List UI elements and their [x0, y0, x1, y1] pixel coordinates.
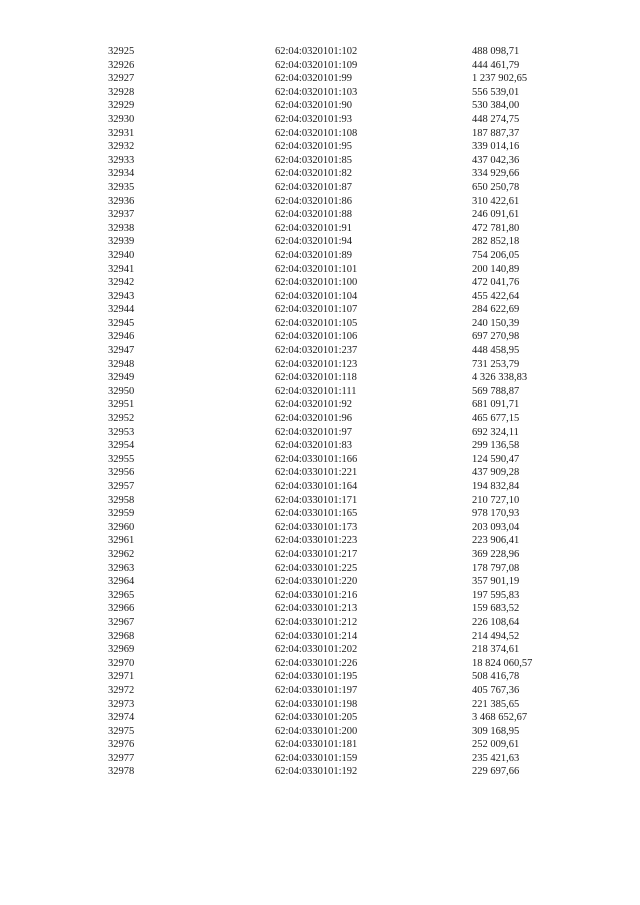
cadastral-number-cell: 62:04:0320101:102 [275, 46, 358, 57]
cadastral-number-cell: 62:04:0330101:164 [275, 481, 358, 492]
row-number-cell: 32966 [108, 603, 135, 615]
table-row [108, 657, 588, 671]
row-number-cell: 32961 [108, 535, 135, 547]
table-row [108, 589, 588, 603]
cadastral-value-cell: 488 098,71 [472, 46, 520, 57]
table-row [108, 412, 588, 426]
cadastral-value-cell: 334 929,66 [472, 168, 520, 180]
row-number-cell: 32960 [108, 521, 135, 533]
cadastral-number-cell: 62:04:0330101:192 [275, 766, 358, 778]
cadastral-value-table [108, 45, 588, 779]
cadastral-number-cell: 62:04:0320101:237 [275, 345, 358, 357]
cadastral-value-cell: 465 677,15 [472, 413, 520, 425]
cadastral-number-cell: 62:04:0320101:93 [275, 113, 353, 125]
cadastral-value-cell: 978 170,93 [472, 508, 520, 520]
cadastral-number-cell: 62:04:0320101:111 [275, 385, 357, 397]
table-row [108, 344, 588, 358]
row-number-cell: 32964 [108, 576, 135, 588]
table-row [108, 154, 588, 168]
table-row [108, 643, 588, 657]
cadastral-number-cell: 62:04:0320101:106 [275, 331, 358, 343]
cadastral-number-cell: 62:04:0320101:105 [275, 317, 358, 329]
table-row [108, 371, 588, 385]
cadastral-value-cell: 754 206,05 [472, 249, 520, 261]
table-row [108, 630, 588, 644]
cadastral-number-cell: 62:04:0320101:118 [275, 372, 357, 384]
cadastral-value-cell: 650 250,78 [472, 181, 520, 193]
cadastral-value-cell: 697 270,98 [472, 331, 520, 343]
row-number-cell: 32938 [108, 222, 135, 234]
table-row [108, 616, 588, 630]
cadastral-number-cell: 62:04:0330101:223 [275, 535, 358, 547]
cadastral-value-cell: 309 168,95 [472, 725, 520, 737]
table-row [108, 86, 588, 100]
cadastral-value-cell: 240 150,39 [472, 317, 520, 329]
cadastral-value-cell: 472 781,80 [472, 222, 520, 234]
table-row [108, 276, 588, 290]
cadastral-number-cell: 62:04:0320101:86 [275, 195, 353, 207]
row-number-cell: 32962 [108, 548, 135, 560]
table-row [108, 330, 588, 344]
cadastral-value-cell: 1 237 902,65 [472, 73, 528, 85]
row-number-cell: 32978 [108, 766, 135, 778]
cadastral-value-cell: 731 253,79 [472, 358, 520, 370]
cadastral-value-cell: 229 697,66 [472, 766, 520, 778]
cadastral-value-cell: 223 906,41 [472, 535, 520, 547]
table-row [108, 59, 588, 73]
cadastral-number-cell: 62:04:0320101:107 [275, 304, 358, 316]
cadastral-number-cell: 62:04:0320101:87 [275, 181, 353, 193]
cadastral-value-cell: 437 909,28 [472, 467, 520, 479]
cadastral-value-cell: 357 901,19 [472, 576, 520, 588]
cadastral-number-cell: 62:04:0330101:197 [275, 684, 358, 696]
table-row [108, 765, 588, 779]
cadastral-value-cell: 194 832,84 [472, 481, 520, 492]
cadastral-value-cell: 124 590,47 [472, 453, 520, 465]
row-number-cell: 32959 [108, 508, 135, 520]
row-number-cell: 32957 [108, 481, 135, 492]
row-number-cell: 32953 [108, 426, 135, 438]
cadastral-value-cell: 214 494,52 [472, 630, 520, 642]
row-number-cell: 32940 [108, 249, 135, 261]
table-row [108, 181, 588, 195]
table-row [108, 222, 588, 236]
table-row [108, 195, 588, 209]
cadastral-number-cell: 62:04:0330101:212 [275, 616, 358, 628]
row-number-cell: 32927 [108, 73, 135, 85]
table-row [108, 480, 588, 494]
cadastral-value-cell: 681 091,71 [472, 399, 520, 411]
cadastral-value-cell: 448 458,95 [472, 345, 520, 357]
row-number-cell: 32973 [108, 698, 135, 710]
cadastral-value-cell: 448 274,75 [472, 113, 520, 125]
row-number-cell: 32952 [108, 413, 135, 425]
cadastral-number-cell: 62:04:0320101:96 [275, 413, 353, 425]
cadastral-number-cell: 62:04:0330101:217 [275, 548, 358, 560]
cadastral-number-cell: 62:04:0330101:205 [275, 712, 358, 724]
table-row [108, 385, 588, 399]
cadastral-number-cell: 62:04:0330101:220 [275, 576, 358, 588]
cadastral-number-cell: 62:04:0330101:166 [275, 453, 358, 465]
row-number-cell: 32963 [108, 562, 135, 574]
table-row [108, 725, 588, 739]
cadastral-number-cell: 62:04:0320101:95 [275, 141, 353, 153]
table-row [108, 99, 588, 113]
row-number-cell: 32936 [108, 195, 135, 207]
table-row [108, 466, 588, 480]
cadastral-value-cell: 339 014,16 [472, 141, 520, 153]
cadastral-number-cell: 62:04:0330101:202 [275, 644, 358, 656]
cadastral-number-cell: 62:04:0330101:171 [275, 494, 358, 506]
table-row [108, 670, 588, 684]
cadastral-value-cell: 210 727,10 [472, 494, 520, 506]
row-number-cell: 32939 [108, 236, 135, 248]
cadastral-value-cell: 472 041,76 [472, 277, 520, 289]
table-row [108, 521, 588, 535]
table-row [108, 45, 588, 59]
cadastral-number-cell: 62:04:0320101:88 [275, 209, 353, 221]
row-number-cell: 32949 [108, 372, 135, 384]
cadastral-number-cell: 62:04:0320101:91 [275, 222, 353, 234]
cadastral-value-cell: 235 421,63 [472, 752, 520, 764]
row-number-cell: 32967 [108, 616, 135, 628]
row-number-cell: 32976 [108, 739, 135, 751]
table-row [108, 439, 588, 453]
cadastral-number-cell: 62:04:0330101:181 [275, 739, 358, 751]
table-row [108, 235, 588, 249]
cadastral-number-cell: 62:04:0330101:226 [275, 657, 358, 669]
cadastral-value-cell: 226 108,64 [472, 616, 520, 628]
row-number-cell: 32954 [108, 440, 135, 452]
cadastral-number-cell: 62:04:0320101:99 [275, 73, 353, 85]
cadastral-value-cell: 437 042,36 [472, 154, 520, 166]
cadastral-value-cell: 569 788,87 [472, 385, 520, 397]
row-number-cell: 32942 [108, 277, 135, 289]
row-number-cell: 32926 [108, 59, 135, 71]
table-row [108, 113, 588, 127]
cadastral-number-cell: 62:04:0320101:104 [275, 290, 358, 302]
row-number-cell: 32971 [108, 671, 135, 683]
table-row [108, 208, 588, 222]
cadastral-value-cell: 246 091,61 [472, 209, 520, 221]
table-row [108, 562, 588, 576]
cadastral-value-cell: 18 824 060,57 [472, 657, 533, 669]
row-number-cell: 32937 [108, 209, 135, 221]
cadastral-number-cell: 62:04:0330101:200 [275, 725, 358, 737]
row-number-cell: 32950 [108, 385, 135, 397]
cadastral-value-cell: 444 461,79 [472, 59, 520, 71]
table-row [108, 698, 588, 712]
table-row [108, 711, 588, 725]
cadastral-number-cell: 62:04:0320101:101 [275, 263, 358, 275]
cadastral-number-cell: 62:04:0320101:83 [275, 440, 353, 452]
table-row [108, 72, 588, 86]
row-number-cell: 32934 [108, 168, 135, 180]
cadastral-number-cell: 62:04:0330101:221 [275, 467, 358, 479]
row-number-cell: 32948 [108, 358, 135, 370]
table-row [108, 249, 588, 263]
table-row [108, 317, 588, 331]
table-row [108, 548, 588, 562]
row-number-cell: 32925 [108, 46, 135, 57]
table-row [108, 303, 588, 317]
table-row [108, 575, 588, 589]
cadastral-value-cell: 203 093,04 [472, 521, 520, 533]
row-number-cell: 32946 [108, 331, 135, 343]
cadastral-number-cell: 62:04:0330101:173 [275, 521, 358, 533]
row-number-cell: 32955 [108, 453, 135, 465]
row-number-cell: 32933 [108, 154, 135, 166]
cadastral-value-cell: 530 384,00 [472, 100, 520, 112]
row-number-cell: 32958 [108, 494, 135, 506]
table-row [108, 140, 588, 154]
cadastral-number-cell: 62:04:0330101:165 [275, 508, 358, 520]
table-row [108, 167, 588, 181]
row-number-cell: 32972 [108, 684, 135, 696]
row-number-cell: 32975 [108, 725, 135, 737]
cadastral-number-cell: 62:04:0330101:216 [275, 589, 358, 601]
row-number-cell: 32965 [108, 589, 135, 601]
table-row [108, 290, 588, 304]
table-row [108, 684, 588, 698]
cadastral-number-cell: 62:04:0320101:82 [275, 168, 353, 180]
cadastral-value-cell: 310 422,61 [472, 195, 520, 207]
row-number-cell: 32974 [108, 712, 135, 724]
cadastral-number-cell: 62:04:0320101:97 [275, 426, 353, 438]
cadastral-number-cell: 62:04:0320101:90 [275, 100, 353, 112]
cadastral-value-cell: 197 595,83 [472, 589, 520, 601]
row-number-cell: 32930 [108, 113, 135, 125]
row-number-cell: 32945 [108, 317, 135, 329]
cadastral-value-cell: 4 326 338,83 [472, 372, 528, 384]
row-number-cell: 32941 [108, 263, 135, 275]
cadastral-value-cell: 692 324,11 [472, 426, 519, 438]
table-row [108, 602, 588, 616]
cadastral-value-cell: 369 228,96 [472, 548, 520, 560]
cadastral-number-cell: 62:04:0330101:214 [275, 630, 358, 642]
row-number-cell: 32935 [108, 181, 135, 193]
cadastral-number-cell: 62:04:0320101:109 [275, 59, 358, 71]
cadastral-number-cell: 62:04:0320101:85 [275, 154, 353, 166]
row-number-cell: 32951 [108, 399, 135, 411]
cadastral-value-cell: 3 468 652,67 [472, 712, 528, 724]
table-row [108, 263, 588, 277]
cadastral-number-cell: 62:04:0320101:94 [275, 236, 353, 248]
table-row [108, 738, 588, 752]
table-body [108, 45, 588, 779]
cadastral-number-cell: 62:04:0330101:159 [275, 752, 358, 764]
cadastral-value-cell: 159 683,52 [472, 603, 520, 615]
cadastral-number-cell: 62:04:0330101:213 [275, 603, 358, 615]
row-number-cell: 32956 [108, 467, 135, 479]
cadastral-value-cell: 221 385,65 [472, 698, 520, 710]
cadastral-number-cell: 62:04:0320101:123 [275, 358, 358, 370]
cadastral-value-cell: 178 797,08 [472, 562, 520, 574]
row-number-cell: 32929 [108, 100, 135, 112]
row-number-cell: 32947 [108, 345, 135, 357]
cadastral-value-cell: 200 140,89 [472, 263, 520, 275]
cadastral-value-cell: 405 767,36 [472, 684, 520, 696]
table-row [108, 358, 588, 372]
cadastral-value-cell: 508 416,78 [472, 671, 520, 683]
cadastral-number-cell: 62:04:0320101:108 [275, 127, 358, 139]
table-row [108, 752, 588, 766]
cadastral-number-cell: 62:04:0320101:89 [275, 249, 353, 261]
row-number-cell: 32968 [108, 630, 135, 642]
cadastral-number-cell: 62:04:0330101:195 [275, 671, 358, 683]
table-row [108, 534, 588, 548]
cadastral-value-cell: 282 852,18 [472, 236, 520, 248]
cadastral-number-cell: 62:04:0320101:103 [275, 86, 358, 98]
row-number-cell: 32970 [108, 657, 135, 669]
row-number-cell: 32928 [108, 86, 135, 98]
row-number-cell: 32931 [108, 127, 135, 139]
cadastral-number-cell: 62:04:0330101:225 [275, 562, 358, 574]
table-row [108, 494, 588, 508]
table-row [108, 398, 588, 412]
cadastral-value-cell: 252 009,61 [472, 739, 520, 751]
row-number-cell: 32977 [108, 752, 135, 764]
cadastral-value-cell: 556 539,01 [472, 86, 520, 98]
table-row [108, 426, 588, 440]
row-number-cell: 32969 [108, 644, 135, 656]
cadastral-value-cell: 455 422,64 [472, 290, 520, 302]
cadastral-number-cell: 62:04:0320101:100 [275, 277, 358, 289]
row-number-cell: 32943 [108, 290, 135, 302]
cadastral-value-cell: 284 622,69 [472, 304, 520, 316]
cadastral-number-cell: 62:04:0330101:198 [275, 698, 358, 710]
cadastral-number-cell: 62:04:0320101:92 [275, 399, 353, 411]
cadastral-value-cell: 218 374,61 [472, 644, 520, 656]
table-row [108, 453, 588, 467]
table-row [108, 507, 588, 521]
cadastral-value-cell: 187 887,37 [472, 127, 520, 139]
table-row [108, 127, 588, 141]
cadastral-value-cell: 299 136,58 [472, 440, 520, 452]
row-number-cell: 32932 [108, 141, 135, 153]
row-number-cell: 32944 [108, 304, 135, 316]
